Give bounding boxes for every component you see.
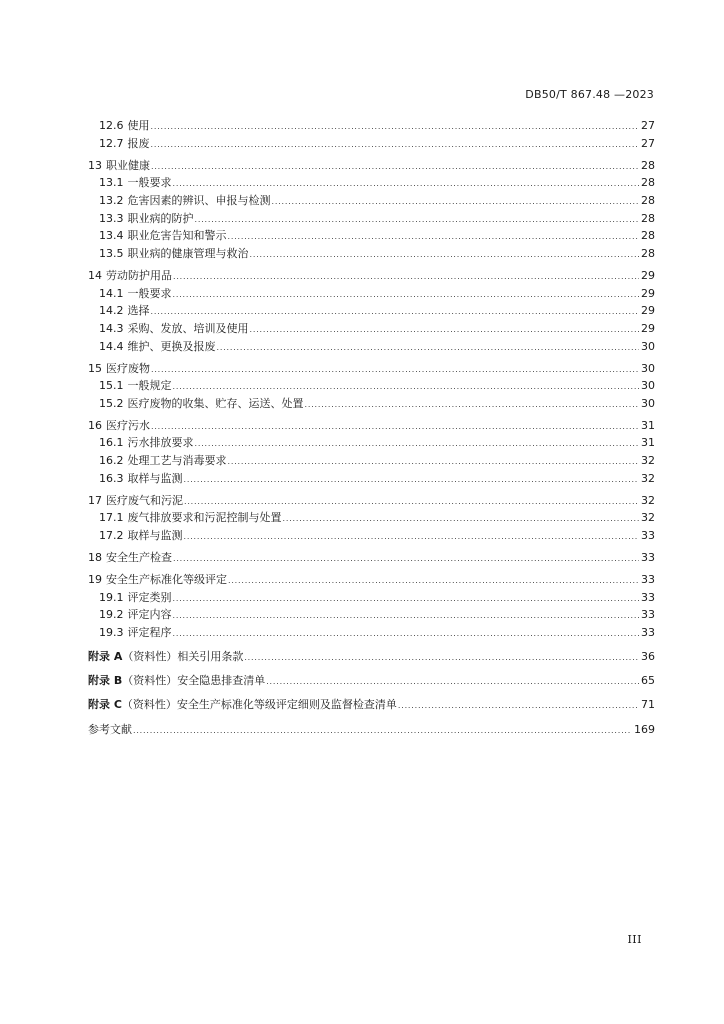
toc-entry-page: 36 [641, 650, 655, 664]
toc-entry-title: 职业危害告知和警示 [127, 229, 227, 243]
toc-entry[interactable] [88, 696, 655, 714]
toc-entry[interactable] [88, 452, 655, 470]
toc-entry-number: 14.3 [99, 321, 124, 335]
toc-entry-number: 附录 B [88, 674, 123, 688]
dot-leader [173, 607, 640, 625]
toc-entry-title: 污水排放要求 [127, 436, 194, 450]
toc-entry-page: 30 [641, 396, 655, 410]
toc-entry[interactable] [88, 624, 655, 642]
toc-entry-title: 职业健康 [106, 158, 150, 172]
toc-entry-number: 附录 C [88, 698, 122, 712]
dot-leader [195, 435, 640, 453]
toc-entry-title: 维护、更换及报废 [127, 339, 216, 353]
toc-entry-number: 19 [88, 572, 102, 586]
toc-entry-page: 28 [641, 158, 655, 172]
dot-leader [133, 722, 632, 740]
toc-entry-title: 安全生产标准化等级评定 [106, 572, 227, 586]
toc-entry-page: 27 [641, 119, 655, 132]
toc-entry-number: 19.3 [99, 625, 124, 639]
toc-entry-number: 14.1 [99, 286, 124, 300]
toc-entry-number: 15.2 [99, 396, 124, 410]
toc-entry-number: 16.3 [99, 471, 124, 485]
toc-entry-page: 29 [641, 286, 655, 300]
dot-leader [283, 510, 640, 528]
toc-entry-page: 33 [641, 572, 655, 586]
toc-entry-title: 参考文献 [88, 722, 132, 736]
toc-entry-number: 13.3 [99, 211, 124, 225]
toc-entry-title: 职业病的防护 [127, 211, 194, 225]
dot-leader [184, 528, 640, 546]
toc-entry-page: 30 [641, 339, 655, 353]
toc-entry-title: 一般要求 [127, 176, 172, 190]
toc-entry[interactable] [88, 227, 655, 245]
toc-entry-page: 33 [641, 608, 655, 622]
toc-entry-page: 28 [641, 229, 655, 243]
toc-entry[interactable] [88, 509, 655, 527]
toc-entry-number: 17 [88, 493, 102, 507]
toc-entry-number: 14 [88, 268, 102, 282]
toc-entry-title: （资料性）安全隐患排查清单 [122, 674, 266, 688]
dot-leader [173, 590, 640, 608]
toc-entry-page: 27 [641, 136, 655, 150]
toc-entry-page: 31 [641, 418, 655, 432]
page-number: III [627, 933, 642, 946]
toc-entry-page: 32 [641, 493, 655, 507]
toc-entry-page: 30 [641, 379, 655, 393]
toc-entry[interactable] [88, 285, 655, 303]
toc-entry-title: （资料性）相关引用条款 [122, 650, 244, 664]
toc-entry-title: 医疗污水 [106, 418, 150, 432]
dot-leader [151, 303, 640, 321]
dot-leader [250, 321, 640, 339]
toc-entry[interactable] [88, 338, 655, 356]
toc-entry[interactable] [88, 417, 655, 435]
toc-entry-page: 28 [641, 176, 655, 190]
toc-entry-number: 17.1 [99, 511, 124, 525]
toc-entry[interactable] [88, 377, 655, 395]
toc-entry[interactable] [88, 135, 655, 153]
toc-entry-title: 安全生产检查 [106, 550, 172, 564]
toc-entry-page: 29 [641, 304, 655, 318]
toc-entry[interactable] [88, 589, 655, 607]
dot-leader [250, 246, 640, 264]
toc-entry-number: 12.7 [99, 136, 124, 150]
dot-leader [184, 471, 640, 489]
toc-entry[interactable] [88, 470, 655, 488]
toc-entry-page: 30 [641, 361, 655, 375]
table-of-contents [88, 117, 655, 738]
toc-entry-title: 处理工艺与消毒要求 [127, 454, 227, 468]
toc-entry[interactable] [88, 672, 655, 690]
toc-entry-title: 医疗废物 [106, 361, 150, 375]
toc-entry[interactable] [88, 571, 655, 589]
toc-entry-title: 报废 [127, 136, 150, 150]
dot-leader [151, 361, 639, 379]
dot-leader [398, 697, 639, 715]
toc-entry-page: 28 [641, 193, 655, 207]
toc-entry-page: 32 [641, 471, 655, 485]
dot-leader [173, 378, 640, 396]
dot-leader [151, 158, 639, 176]
toc-entry-number: 15 [88, 361, 102, 375]
toc-entry-number: 13.1 [99, 176, 124, 190]
toc-entry-page: 29 [641, 268, 655, 282]
dot-leader [173, 268, 639, 286]
dot-leader [173, 175, 640, 193]
toc-entry-title: 一般规定 [127, 379, 172, 393]
toc-entry-page: 28 [641, 247, 655, 260]
toc-entry-number: 附录 A [88, 650, 123, 664]
toc-entry-number: 18 [88, 550, 102, 564]
toc-entry-title: 评定程序 [127, 625, 172, 639]
toc-entry[interactable] [88, 302, 655, 320]
toc-entry[interactable] [88, 360, 655, 378]
toc-entry-page: 169 [634, 722, 655, 736]
toc-entry-number: 16 [88, 418, 102, 432]
dot-leader [272, 193, 640, 211]
toc-entry-number: 19.2 [99, 608, 124, 622]
toc-entry-number: 13.2 [99, 193, 124, 207]
toc-entry[interactable] [88, 157, 655, 175]
dot-leader [173, 625, 640, 643]
toc-entry-title: 废气排放要求和污泥控制与处置 [127, 511, 282, 525]
dot-leader [228, 228, 640, 246]
toc-entry-title: 医疗废物的收集、贮存、运送、处置 [127, 396, 304, 410]
toc-entry[interactable] [88, 117, 655, 135]
toc-entry-number: 19.1 [99, 590, 124, 604]
toc-entry-page: 71 [641, 698, 655, 712]
dot-leader [228, 572, 639, 590]
toc-entry[interactable] [88, 192, 655, 210]
dot-leader [217, 339, 640, 357]
toc-entry-page: 33 [641, 529, 655, 543]
dot-leader [151, 118, 640, 136]
dot-leader [151, 418, 639, 436]
toc-entry-number: 16.1 [99, 436, 124, 450]
toc-entry[interactable] [88, 267, 655, 285]
dot-leader [305, 396, 640, 414]
toc-entry-title: 一般要求 [127, 286, 172, 300]
dot-leader [184, 493, 639, 511]
dot-leader [228, 453, 640, 471]
toc-entry-number: 13 [88, 158, 102, 172]
toc-entry[interactable] [88, 527, 655, 545]
toc-entry-page: 33 [641, 625, 655, 639]
dot-leader [266, 673, 639, 691]
toc-entry-title: 劳动防护用品 [106, 268, 172, 282]
toc-entry-number: 14.4 [99, 339, 124, 353]
toc-entry-number: 17.2 [99, 529, 124, 543]
toc-entry[interactable] [88, 395, 655, 413]
toc-entry[interactable] [88, 648, 655, 666]
toc-entry[interactable] [88, 492, 655, 510]
toc-entry[interactable] [88, 549, 655, 567]
toc-entry-number: 16.2 [99, 454, 124, 468]
toc-entry-page: 33 [641, 590, 655, 604]
dot-leader [195, 211, 640, 229]
dot-leader [173, 286, 640, 304]
toc-entry-page: 29 [641, 321, 655, 335]
toc-entry-title: 取样与监测 [127, 529, 183, 543]
toc-entry[interactable] [88, 434, 655, 452]
toc-entry[interactable] [88, 320, 655, 338]
dot-leader [151, 136, 640, 154]
toc-entry-title: 取样与监测 [127, 471, 183, 485]
toc-entry-title: 医疗废气和污泥 [106, 493, 183, 507]
toc-entry-number: 15.1 [99, 379, 124, 393]
toc-entry[interactable] [88, 721, 655, 739]
dot-leader [244, 649, 639, 667]
toc-entry-title: 职业病的健康管理与救治 [127, 247, 249, 260]
toc-entry[interactable] [88, 210, 655, 228]
toc-entry-page: 31 [641, 436, 655, 450]
toc-entry-number: 13.4 [99, 229, 124, 243]
toc-entry[interactable] [88, 606, 655, 624]
toc-entry-title: （资料性）安全生产标准化等级评定细则及监督检查清单 [121, 698, 397, 712]
toc-entry-page: 32 [641, 454, 655, 468]
toc-entry-title: 使用 [127, 119, 150, 132]
toc-entry-title: 采购、发放、培训及使用 [127, 321, 249, 335]
toc-entry-title: 选择 [127, 304, 150, 318]
toc-entry-page: 33 [641, 550, 655, 564]
toc-entry[interactable] [88, 245, 655, 263]
toc-entry-page: 32 [641, 511, 655, 525]
toc-entry-number: 14.2 [99, 304, 124, 318]
dot-leader [173, 550, 639, 568]
toc-entry-page: 65 [641, 674, 655, 688]
toc-entry-title: 评定内容 [127, 608, 172, 622]
toc-entry-title: 评定类别 [127, 590, 172, 604]
toc-entry[interactable] [88, 174, 655, 192]
toc-entry-number: 12.6 [99, 119, 124, 132]
standard-code: DB50/T 867.48 —2023 [525, 88, 654, 101]
toc-entry-page: 28 [641, 211, 655, 225]
toc-entry-title: 危害因素的辨识、申报与检测 [127, 193, 271, 207]
toc-entry-number: 13.5 [99, 247, 124, 260]
